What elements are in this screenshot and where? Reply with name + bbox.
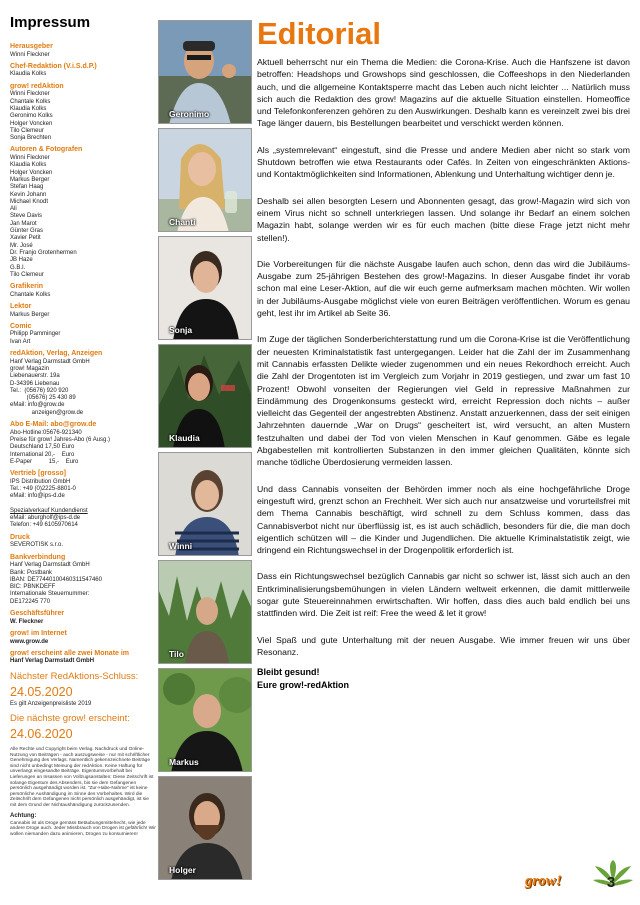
impressum-line: Klaudia Kolks bbox=[10, 162, 47, 169]
impressum-section bbox=[10, 303, 156, 319]
rights-text: Alle Rechte und Copyright beim Verlag. Nachdruck und Online-Nutzung von Beiträgen - auch auszugsweise - nur mit schriftlicher Genehmigung des Verlags. Namentlich gekennzeichnete Beiträge sind nicht unbedingt Meinung der redAktion. Keine Haftung für unverlangt eingesandte Beiträge. Eigentumsvorbehalt bei Lieferungen an Insassen von Vollzugsanstalten: Diese Zeitschrift ist solange Eigentum des Absenders, bis sie dem Gefangenen persönlich ausgehändigt worden ist. "Zur-Habe-Nahme" ist keine persönliche Aushändigung im Sinne des Vorbehaltes. Wird die Zeitschrift dem Gefangenen nicht persönlich ausgehändigt, ist sie mit dem Grund der Nichtaushändigung zurückzusenden. bbox=[10, 747, 154, 808]
impressum-line: Klaudia Kolks bbox=[10, 105, 47, 112]
impressum-section bbox=[10, 470, 156, 530]
impressum-section bbox=[10, 323, 156, 346]
impressum-line: Holger Voncken bbox=[10, 169, 53, 176]
impressum-line: Xavier Petit bbox=[10, 235, 41, 242]
impressum-line: Ali bbox=[10, 206, 17, 213]
photo-name-holger: Holger bbox=[169, 865, 196, 875]
grow-logo: grow! bbox=[525, 873, 562, 889]
impressum-line: www.grow.de bbox=[10, 638, 49, 645]
impressum-line: Telefon: +49 6105970614 bbox=[10, 522, 78, 529]
impressum-line: BIC: PBNKDEFF bbox=[10, 584, 56, 591]
impressum-section-heading: Lektor bbox=[10, 302, 32, 310]
photo-name-markus: Markus bbox=[169, 757, 199, 767]
editorial-paragraph: Viel Spaß und gute Unterhaltung mit der neuen Ausgabe. Wie immer freuen wir uns über Resonanz. bbox=[257, 634, 630, 657]
impressum-section-heading: Autoren & Fotografen bbox=[10, 146, 83, 154]
impressum-column bbox=[10, 8, 156, 898]
impressum-section-heading: Druck bbox=[10, 533, 30, 541]
photo-tilo bbox=[158, 560, 252, 664]
impressum-line bbox=[10, 501, 156, 508]
impressum-section bbox=[10, 650, 156, 666]
impressum-line: Abo-Hotline:05676-921340 bbox=[10, 429, 82, 436]
impressum-line: W. Fleckner bbox=[10, 618, 44, 625]
signoff-line-2: Eure grow!-redAktion bbox=[257, 679, 350, 690]
impressum-line: grow! Magazin bbox=[10, 365, 50, 372]
impressum-line: Steve Davis bbox=[10, 213, 43, 220]
team-photo-column bbox=[158, 20, 252, 888]
impressum-line: IBAN: DE77440100460311547460 bbox=[10, 576, 102, 583]
impressum-line: Winni Fleckner bbox=[10, 91, 50, 98]
impressum-line: Chantale Kolks bbox=[10, 291, 51, 298]
impressum-line: Hanf Verlag Darmstadt GmbH bbox=[10, 358, 90, 365]
impressum-line: Tel.: (05676) 920 920 bbox=[10, 387, 69, 394]
impressum-sections bbox=[10, 43, 156, 666]
impressum-line: Internationale Steuernummer: bbox=[10, 591, 90, 598]
editorial-paragraph: Die Vorbereitungen für die nächste Ausgabe laufen auch schon, denn das wird die Jubiläums-Ausgabe zum 25-jährigen Bestehen des grow!-Magazins. In dieser Ausgabe findet ihr vorab schon mal eine Leser-Aktion, auf die wir euch gerne aufmerksam machen möchten. Wir wollen in der Jubiläums-Ausgabe möglichst viele von euren Beiträgen veröffentlichen. Worum es genau geht, lest ihr im Artikel ab Seite 36. bbox=[257, 258, 630, 319]
photo-holger bbox=[158, 776, 252, 880]
deadline-label: Nächster RedAktions-Schluss: bbox=[10, 670, 139, 682]
impressum-section-heading: grow! redAktion bbox=[10, 82, 64, 90]
impressum-section-heading: Geschäftsführer bbox=[10, 610, 65, 618]
impressum-section bbox=[10, 421, 156, 466]
impressum-line: Tilo Clemeur bbox=[10, 127, 44, 134]
impressum-line: Winni Fleckner bbox=[10, 155, 50, 162]
impressum-line: Ivan Art bbox=[10, 338, 31, 345]
impressum-line: Winni Fleckner bbox=[10, 51, 50, 58]
impressum-section-heading: Comic bbox=[10, 322, 32, 330]
photo-name-geronimo: Geronimo bbox=[169, 109, 210, 119]
impressum-section bbox=[10, 63, 156, 79]
impressum-line: SEVEROTISK s.r.o. bbox=[10, 542, 64, 549]
impressum-line: IPS Distribution GmbH bbox=[10, 478, 71, 485]
editorial-paragraph: Als „systemrelevant“ eingestuft, sind die Presse und andere Medien aber nicht so stark vom Shutdown betroffen wie etwa Restaurants oder Cafés. In Zeiten von eingeschränkten Aktions- und Kontaktmöglichkeiten sind Informationen, Ablenkung und Unterhaltung wichtiger denn je. bbox=[257, 144, 630, 180]
impressum-section-heading: Chef-Redaktion (V.i.S.d.P.) bbox=[10, 62, 97, 70]
impressum-line: Tilo Clemeur bbox=[10, 271, 44, 278]
impressum-line: Liebenauerstr. 19a bbox=[10, 373, 60, 380]
deadline-block bbox=[10, 670, 156, 741]
impressum-line: Markus Berger bbox=[10, 176, 50, 183]
impressum-line: Chantale Kolks bbox=[10, 98, 51, 105]
impressum-line: eMail: info@grow.de bbox=[10, 402, 65, 409]
photo-name-klaudia: Klaudia bbox=[169, 433, 200, 443]
impressum-line: Günter Gras bbox=[10, 228, 44, 235]
impressum-line: (05676) 25 430 89 bbox=[10, 395, 76, 402]
photo-sonja bbox=[158, 236, 252, 340]
impressum-section bbox=[10, 43, 156, 59]
impressum-line: Bank: Postbank bbox=[10, 569, 53, 576]
photo-markus bbox=[158, 668, 252, 772]
photo-name-winni: Winni bbox=[169, 541, 193, 551]
impressum-line: Preise für grow! Jahres-Abo (6 Ausg.) bbox=[10, 436, 111, 443]
impressum-line: G.B.I. bbox=[10, 264, 26, 271]
impressum-line: Sonja Brechten bbox=[10, 135, 52, 142]
impressum-section bbox=[10, 83, 156, 143]
signoff-line-1: Bleibt gesund! bbox=[257, 667, 320, 678]
impressum-section bbox=[10, 554, 156, 606]
editorial-paragraph: Und dass Cannabis vonseiten der Behörden immer noch als eine hochgefährliche Droge eingestuft wird, grenzt schon an Frechheit. Wer sich auch nur ansatzweise und vorurteilsfrei mit dem Thema Cannabis beschäftigt, wird schnell zu dem Schluss kommen, dass das Cannabisverbot nicht nur überflüssig ist, es ist auch schädlich, besonders für die, die man doch eigentlich schützen will – die Kinder und Jugendlichen. Die aktuelle Kriminalstatistik zeigt, wie dringend ein Richtungswechsel in der Drogenpolitik erforderlich ist. bbox=[257, 483, 630, 556]
impressum-section-heading: redAktion, Verlag, Anzeigen bbox=[10, 350, 103, 358]
impressum-line: Stefan Haag bbox=[10, 184, 44, 191]
impressum-section-heading: grow! erscheint alle zwei Monate im bbox=[10, 649, 130, 657]
impressum-line: International 20,- Euro bbox=[10, 451, 75, 458]
impressum-line: Hanf Verlag Darmstadt GmbH bbox=[10, 562, 90, 569]
impressum-line: Mr. José bbox=[10, 242, 33, 249]
impressum-section bbox=[10, 146, 156, 279]
impressum-line: Holger Voncken bbox=[10, 120, 53, 127]
photo-name-tilo: Tilo bbox=[169, 649, 184, 659]
editorial-paragraph: Dass ein Richtungswechsel bezüglich Cannabis gar nicht so schwer ist, lässt sich auch an den Entkriminalisierungsbemühungen in vielen Ländern weltweit erkennen, die damit mittlerweile sogar gute Steuereinnahmen erwirtschaften. Wir hoffen, dass dies auch bald endlich bei uns stattfinden wird. Die Zeit ist reif: Free the weed & let it grow! bbox=[257, 571, 630, 619]
impressum-section-heading: Abo E-Mail: abo@grow.de bbox=[10, 421, 97, 429]
impressum-line: Spezialverkauf Kundendienst bbox=[10, 507, 88, 514]
photo-geronimo bbox=[158, 20, 252, 124]
impressum-line: Jan Marot bbox=[10, 220, 37, 227]
editorial-title: Editorial bbox=[257, 16, 382, 51]
impressum-section-heading: Herausgeber bbox=[10, 43, 53, 50]
impressum-title: Impressum bbox=[10, 14, 91, 31]
editorial-paragraph: Im Zuge der täglichen Sonderberichterstattung rund um die Corona-Krise ist die Veröffentlichung der neuesten Kriminalstatistik fast untergegangen. Leider hat die Zahl der im Zusammenhang mit Cannabis erfassten Delikte wieder zugenommen und ein neues Rekordhoch erreicht. Auch die Zahl der Drogentoten ist im Vergleich zum Vorjahr in 2019 gestiegen, und zwar um fast 10 Prozent! Obwohl vonseiten der Regierungen viel Geld in repressive Maßnahmen zur Eindämmung des Drogenkonsums gesteckt wird, erreicht Repression doch nichts – außer vielleicht das Gegenteil der angestrebten Abstinenz. Anstatt anzuerkennen, dass der seit einigen Jahrzehnten dauernde „War on Drugs“ gescheitert ist, wird versucht, an alten Mustern festzuhalten und dabei der Tod von vielen Menschen in Kauf genommen. Gäbe es legale Abgabestellen mit kontrollierten Substanzen in den immer gleichen Qualitäten, könnte sich manche tödliche Überdosierung vermeiden lassen. bbox=[257, 334, 630, 468]
warning-text: Cannabis ist als Droge gemäss Betäubungsmittelrecht, wie jede andere Droge auch. Jeder Missbrauch von Drogen ist gefährlich! Wir wollen niemanden dazu animieren, Drogen zu konsumieren! bbox=[10, 820, 156, 837]
editorial-column bbox=[257, 18, 630, 691]
impressum-line: Kevin Johann bbox=[10, 191, 47, 198]
page-number: 3 bbox=[606, 874, 616, 891]
impressum-section bbox=[10, 630, 156, 646]
impressum-line: Philipp Pamminger bbox=[10, 331, 61, 338]
warning-heading: Achtung: bbox=[10, 812, 37, 819]
impressum-section-heading: grow! im Internet bbox=[10, 629, 67, 637]
impressum-section-heading: Bankverbindung bbox=[10, 553, 66, 561]
impressum-line: DE172245 770 bbox=[10, 598, 51, 605]
impressum-section bbox=[10, 283, 156, 299]
impressum-section bbox=[10, 534, 156, 550]
impressum-line: Michael Knodt bbox=[10, 198, 49, 205]
deadline-date: 24.05.2020 bbox=[10, 684, 73, 699]
photo-winni bbox=[158, 452, 252, 556]
impressum-line: eMail: aburgholf@ips-d.de bbox=[10, 515, 81, 522]
impressum-line: Deutschland 17,50 Euro bbox=[10, 444, 75, 451]
impressum-line: D-34396 Liebenau bbox=[10, 380, 60, 387]
impressum-line: Geronimo Kolks bbox=[10, 113, 53, 120]
next-issue-label: Die nächste grow! erscheint: bbox=[10, 713, 130, 725]
photo-chanti bbox=[158, 128, 252, 232]
editorial-paragraph: Deshalb sei allen besorgten Lesern und Abonnenten gesagt, das grow!-Magazin wird sich von einem Virus nicht so schnell unterkriegen lassen. Und solange ihr Bedarf an einem solchen Magazin habt, solange werden wir es für euch machen (bitte diese Frage jetzt nicht mehr stellen!). bbox=[257, 195, 630, 243]
pricelist-note: Es gilt Anzeigenpreisliste 2019 bbox=[10, 700, 92, 707]
editorial-paragraph: Aktuell beherrscht nur ein Thema die Medien: die Corona-Krise. Auch die Hanfszene ist davon betroffen: Headshops und Growshops sind geschlossen, die Coffeeshops in den Niederlanden auch, und die allgemeine Kontaktsperre macht das Leben auch nicht leichter ... Natürlich muss sich auch die Redaktion des grow! Magazins auf die aktuelle Situation einstellen. Homeoffice und Telefonkonferenzen gehören zu den Auswirkungen. Deshalb kann es vereinzelt zwei bis drei Tage länger dauern, bis Bestellungen bearbeitet und verschickt werden können. bbox=[257, 57, 630, 129]
impressum-line: JB Haze bbox=[10, 257, 33, 264]
photo-name-chanti: Chanti bbox=[169, 217, 196, 227]
impressum-line: eMail: info@ips-d.de bbox=[10, 493, 65, 500]
impressum-line: Markus Berger bbox=[10, 311, 50, 318]
impressum-line: Klaudia Kolks bbox=[10, 71, 47, 78]
impressum-line: Tel.: +49 (0)2225-8801-0 bbox=[10, 486, 76, 492]
photo-klaudia bbox=[158, 344, 252, 448]
impressum-section bbox=[10, 350, 156, 417]
impressum-line: Hanf Verlag Darmstadt GmbH bbox=[10, 658, 95, 665]
impressum-section bbox=[10, 610, 156, 626]
impressum-line: anzeigen@grow.de bbox=[10, 409, 84, 416]
impressum-section-heading: Grafikerin bbox=[10, 283, 44, 291]
photo-name-sonja: Sonja bbox=[169, 325, 193, 335]
impressum-line: Dr. Franjo Grotenhermen bbox=[10, 249, 77, 256]
impressum-section-heading: Vertrieb [grosso] bbox=[10, 470, 67, 478]
next-issue-date: 24.06.2020 bbox=[10, 727, 73, 742]
impressum-line: E-Paper 15,- Euro bbox=[10, 458, 79, 465]
